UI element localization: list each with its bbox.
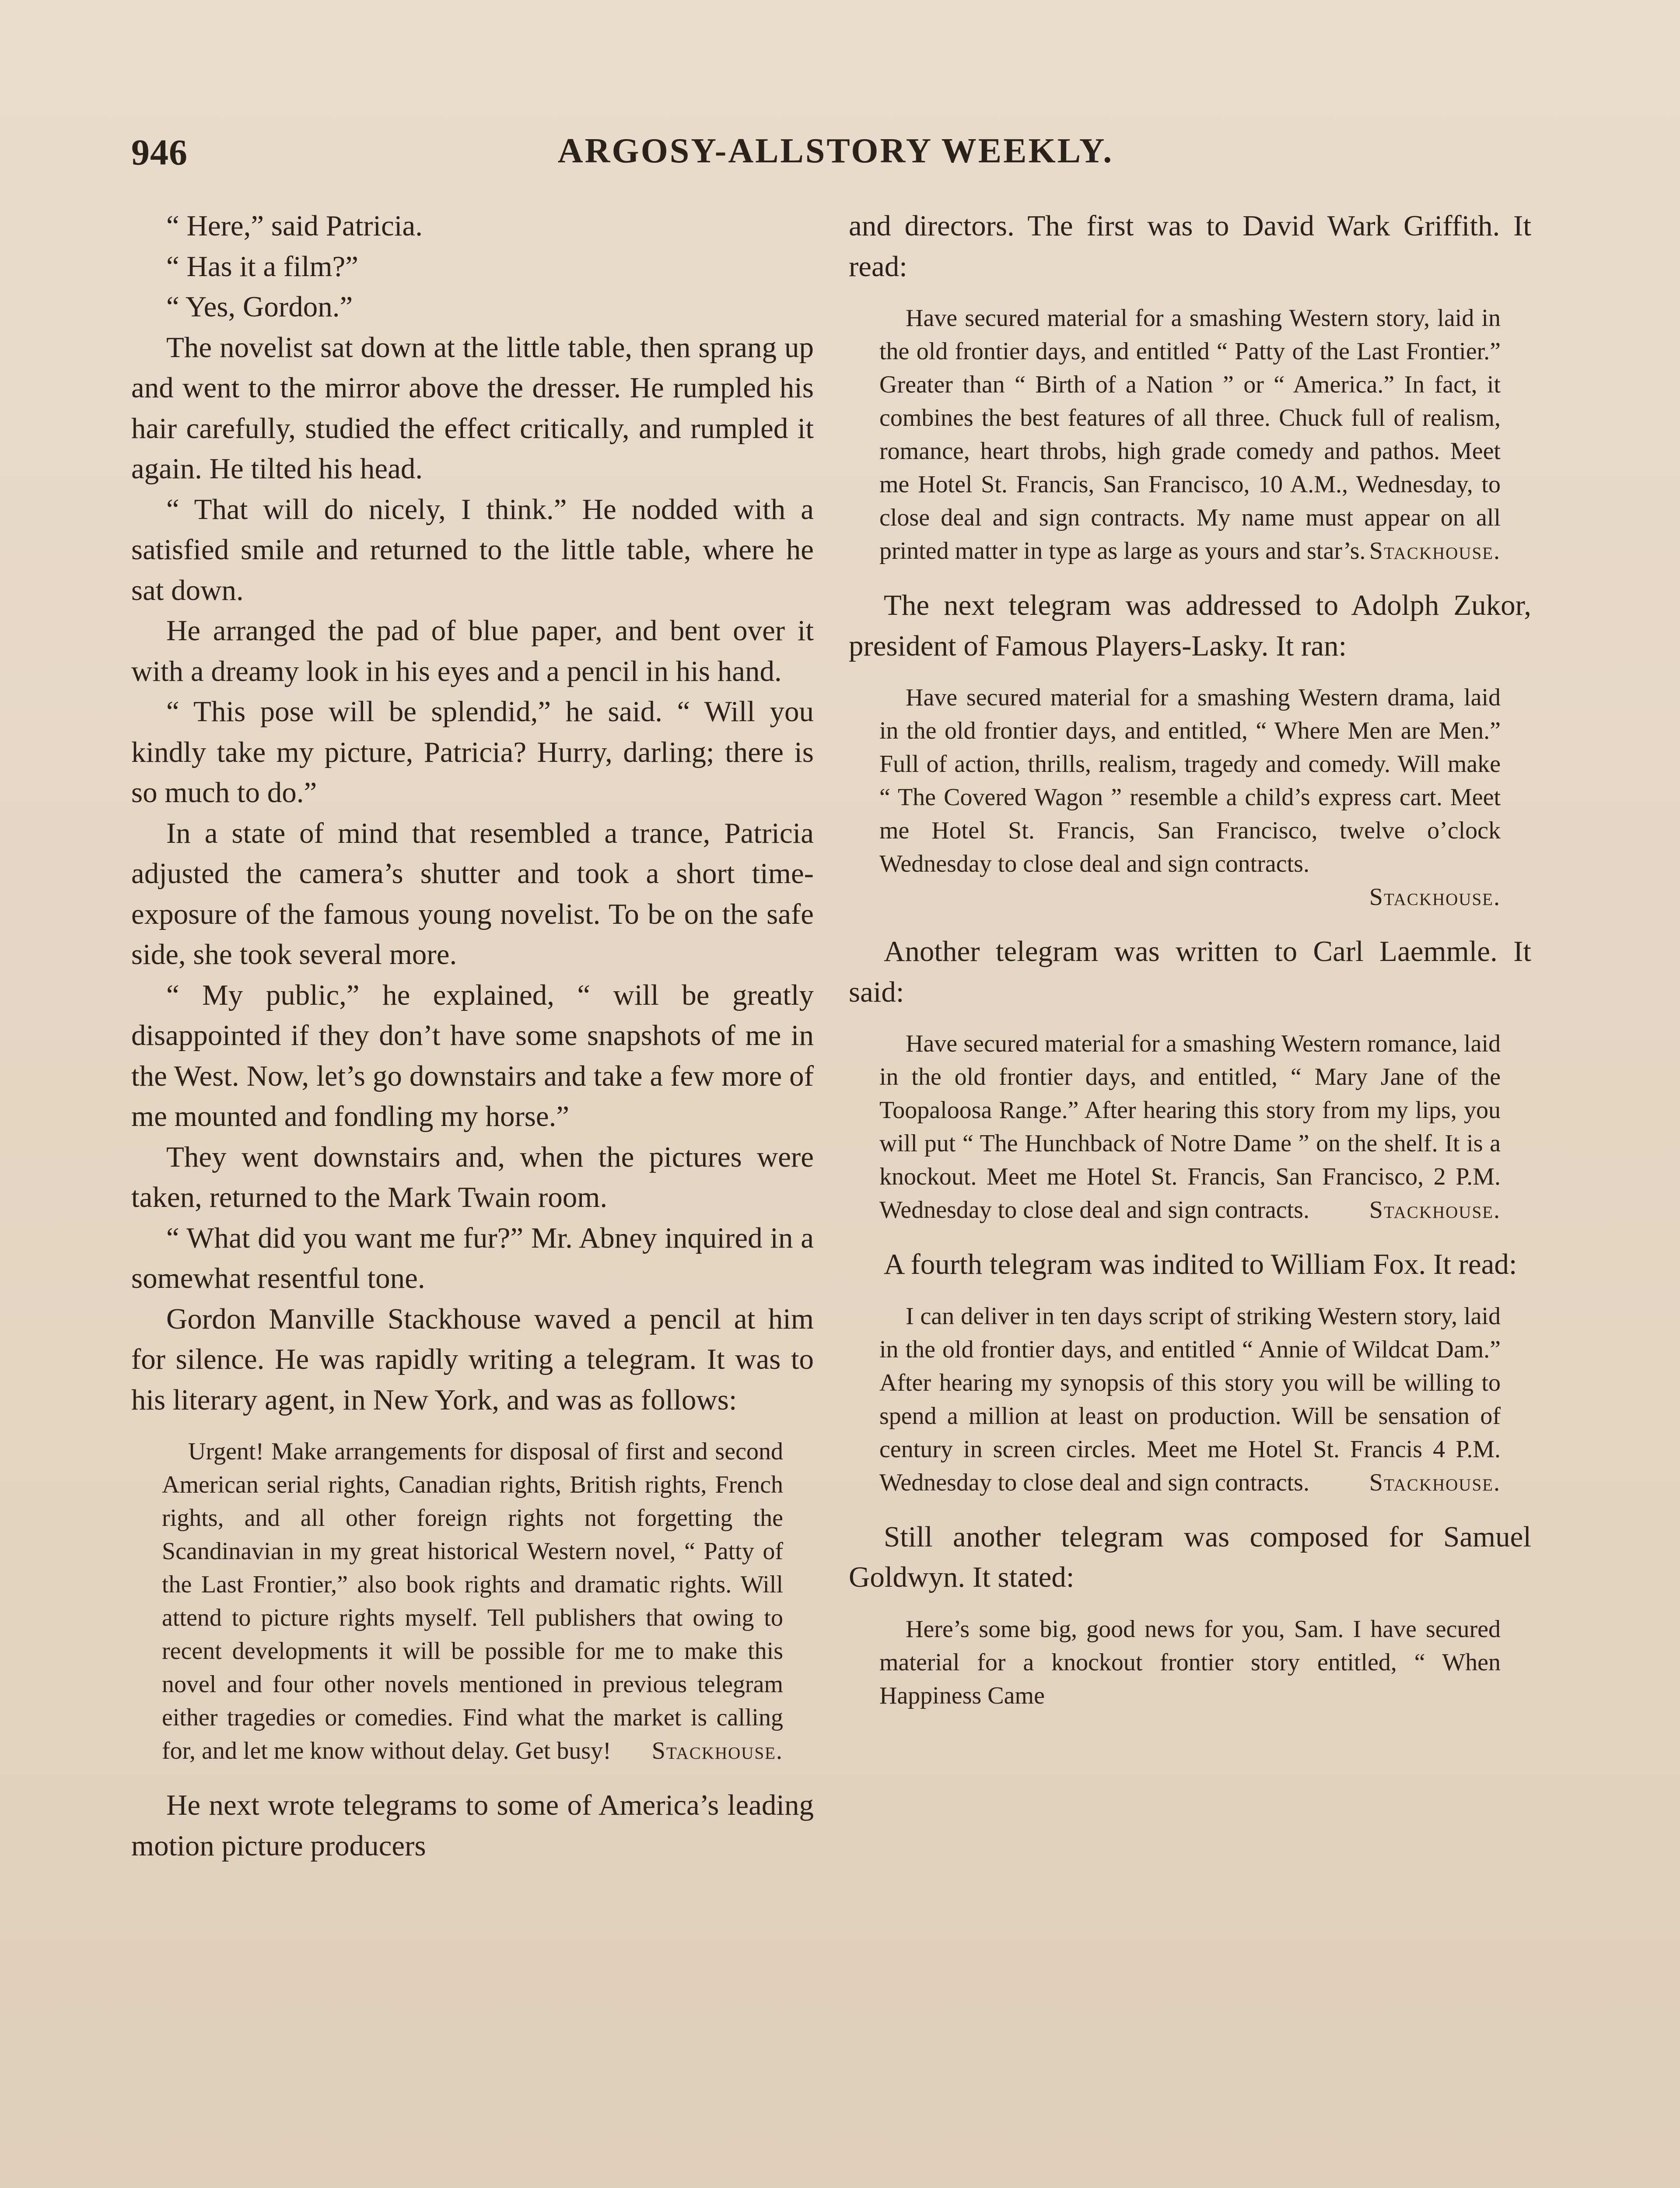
paragraph: and directors. The first was to David Wark Griffith. It read: [849,210,1531,283]
paragraph: Gordon Manville Stackhouse waved a pencil at him for silence. He was rapidly writing a telegram. It was to his literary agent, in New York, and was as follows: [131,1302,814,1416]
page-number: 946 [131,132,188,173]
telegram-agent [162,1435,783,1767]
paragraph: He arranged the pad of blue paper, and bent over it with a dreamy look in his eyes and a pencil in his hand. [131,614,814,687]
telegram-laemmle [879,1027,1501,1227]
paragraph: “ That will do nicely, I think.” He nodded with a satisfied smile and returned to the little table, where he sat down. [131,493,814,607]
paragraph: Another telegram was written to Carl Laemmle. It said: [849,935,1531,1008]
paragraph: “ Here,” said Patricia. [166,210,423,242]
paragraph: They went downstairs and, when the pictures were taken, returned to the Mark Twain room. [131,1140,814,1213]
telegram-text: Here’s some big, good news for you, Sam. I have secured material for a knockout frontier story entitled, “ When Happiness Came [879,1615,1501,1709]
left-column [131,206,814,2188]
paragraph: “ This pose will be splendid,” he said. “ Will you kindly take my picture, Patricia? Hurry, darling; there is so much to do.” [131,695,814,809]
paragraph: “ Yes, Gordon.” [166,291,353,323]
telegram-goldwyn [879,1613,1501,1712]
telegram-text: Urgent! Make arrangements for disposal of first and second American serial rights, Canadian rights, British rights, French rights, and all other foreign rights not forgetting the Scandinavian in my great historical Western novel, “ Patty of the Last Frontier,” also book rights and dramatic rights. Will attend to picture rights myself. Tell publishers that owing to recent developments it will be possible for me to make this novel and four other novels mentioned in previous telegram either tragedies or comedies. Find what the market is calling for, and let me know without delay. Get busy! [162,1438,783,1764]
paragraph: He next wrote telegrams to some of America’s leading motion picture producers [131,1789,814,1862]
telegram-zukor [879,681,1501,914]
right-column [849,206,1531,2188]
telegram-text: Have secured material for a smashing Western story, laid in the old frontier days, and entitled “ Patty of the Last Frontier.” Greater than “ Birth of a Nation ” or “ America.” In fact, it combines the best features of all three. Chuck full of realism, romance, heart throbs, high grade comedy and pathos. Meet me Hotel St. Francis, San Francisco, 10 A.M., Wednesday, to close deal and sign contracts. My name must appear on all printed matter in type as large as yours and star’s. [879,305,1501,565]
paragraph: “ What did you want me fur?” Mr. Abney inquired in a somewhat resentful tone. [131,1221,814,1294]
telegram-signature: Stackhouse. [651,1737,783,1764]
telegram-text: Have secured material for a smashing Western romance, laid in the old frontier days, and entitled, “ Mary Jane of the Toopaloosa Range.” After hearing this story from my lips, you will put “ The Hunchback of Notre Dame ” on the shelf. It is a knockout. Meet me Hotel St. Francis, San Francisco, 2 P.M. Wednesday to close deal and sign contracts. [879,1030,1501,1224]
paragraph: “ Has it a film?” [166,250,359,283]
telegram-text: Have secured material for a smashing Western drama, laid in the old frontier days, and entitled, “ Where Men are Men.” Full of action, thrills, realism, tragedy and comedy. Will make “ The Covered Wagon ” resemble a child’s express cart. Meet me Hotel St. Francis, San Francisco, twelve o’clock Wednesday to close deal and sign contracts. [879,684,1501,877]
telegram-signature: Stackhouse. [1369,884,1501,911]
telegram-signature: Stackhouse. [1369,537,1501,565]
telegram-griffith [879,302,1501,568]
paragraph: In a state of mind that resembled a trance, Patricia adjusted the camera’s shutter and took a short time-exposure of the famous young novelist. To be on the safe side, she took several more. [131,817,814,971]
paragraph: The novelist sat down at the little table, then sprang up and went to the mirror above the dresser. He rumpled his hair carefully, studied the effect critically, and rumpled it again. He tilted his head. [131,331,814,485]
telegram-text: I can deliver in ten days script of striking Western story, laid in the old frontier days, and entitled “ Annie of Wildcat Dam.” After hearing my synopsis of this story you will be willing to spend a million at least on production. Will be sensation of century in screen circles. Meet me Hotel St. Francis 4 P.M. Wednesday to close deal and sign contracts. [879,1302,1501,1496]
telegram-signature: Stackhouse. [1369,1196,1501,1224]
page-header [131,131,1540,188]
telegram-fox [879,1300,1501,1499]
running-head: ARGOSY-ALLSTORY WEEKLY. [557,132,1114,170]
telegram-signature: Stackhouse. [1369,1469,1501,1496]
paragraph: A fourth telegram was indited to William Fox. It read: [884,1248,1517,1280]
paragraph: “ My public,” he explained, “ will be greatly disappointed if they don’t have some snapshots of me in the West. Now, let’s go downstairs and take a few more of me mounted and fondling my horse.” [131,978,814,1133]
paragraph: Still another telegram was composed for Samuel Goldwyn. It stated: [849,1520,1531,1593]
paragraph: The next telegram was addressed to Adolph Zukor, president of Famous Players-Lasky. It ran: [849,589,1531,662]
